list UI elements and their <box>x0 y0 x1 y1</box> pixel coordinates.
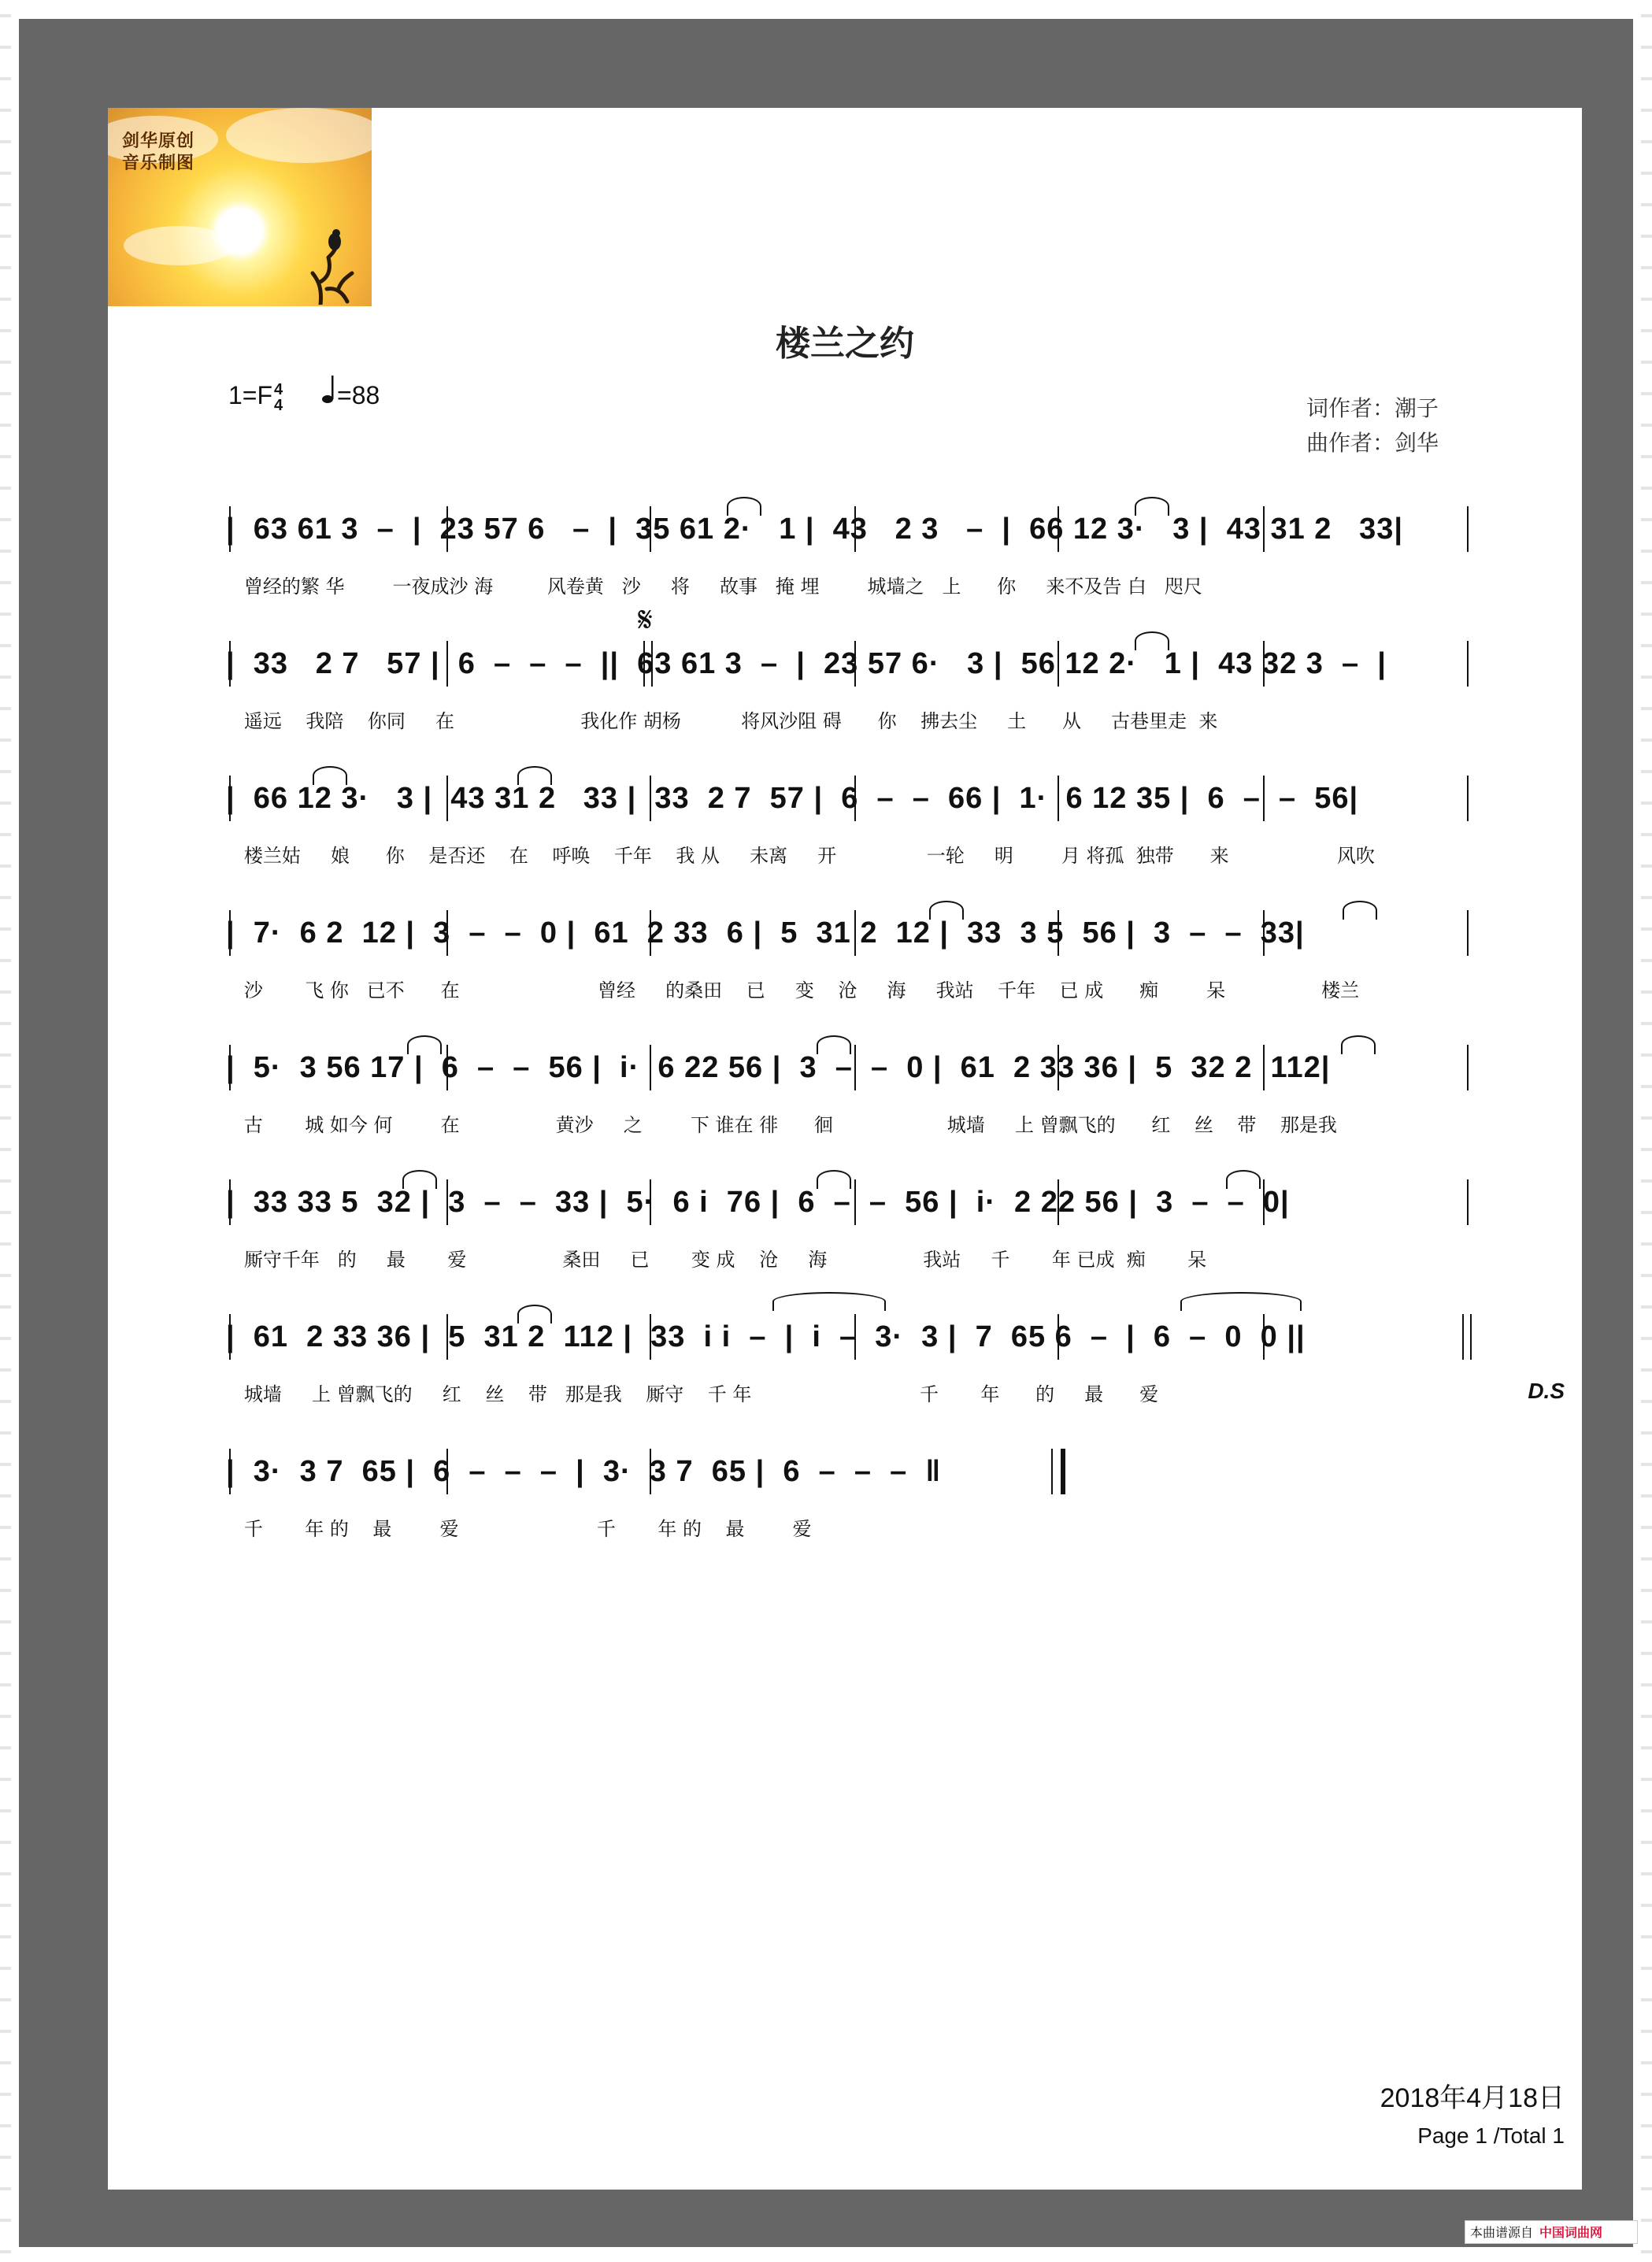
staff-row-6 <box>108 1179 1582 1290</box>
lyrics-line: 城墙 上 曾飘飞的 红 丝 带 那是我 厮守 千 年 千 年 的 最 爱 <box>226 1383 1159 1405</box>
key-signature: 1=F 4 4 =88 <box>228 376 380 413</box>
lyrics-line: 千 年 的 最 爱 千 年 的 最 爱 <box>226 1518 812 1540</box>
staff-row-3 <box>108 776 1582 886</box>
staff-row-2 <box>108 600 1582 751</box>
staff-row-7 <box>108 1314 1582 1424</box>
time-signature: 4 4 <box>274 380 283 414</box>
right-edge-strip <box>1641 0 1652 2262</box>
staff-row-1 <box>108 506 1582 616</box>
lyricist-credit: 词作者：潮子 <box>1306 395 1439 421</box>
notation-line: | 3· 3 7 65 | 6 – – – | 3· 3 7 65 | 6 – – – ‖ <box>226 1455 942 1488</box>
staff-row-8 <box>108 1449 1582 1559</box>
song-title: 楼兰之约 <box>776 324 914 364</box>
notation-line: | 61 2 33 36 | 5 31 2 112 | 33 i i – | i – 3· 3 | 7 65 6 – | 6 – 0 0 || <box>226 1320 1306 1353</box>
lyrics-line: 楼兰姑 娘 你 是否还 在 呼唤 千年 我 从 未离 开 一轮 明 月 将孤 独带 来 风吹 <box>226 845 1375 867</box>
notation-line: | 33 33 5 32 | 3 – – 33 | 5· 6 i 76 | 6 – – 56 | i· 2 22 56 | 3 – – 0| <box>226 1186 1290 1219</box>
score-sheet <box>108 108 1582 2190</box>
composer-credit: 曲作者：剑华 <box>1306 430 1439 456</box>
logo-text: 剑华原创 音乐制图 <box>122 131 195 173</box>
notation-line: | 7· 6 2 12 | 3 – – 0 | 61 2 33 6 | 5 31 2 12 | 33 3 5 56 | 3 – – 33| <box>226 916 1305 950</box>
dal-segno-marking: D.S <box>1528 1379 1565 1403</box>
lyrics-line: 沙 飞 你 已不 在 曾经 的桑田 已 变 沧 海 我站 千年 已 成 痴 呆 楼兰 <box>226 979 1360 1001</box>
notation-line: | 5· 3 56 17 | 6 – – 56 | i· 6 22 56 | 3 – – 0 | 61 2 33 36 | 5 32 2 112| <box>226 1051 1331 1084</box>
notation-line: | 63 61 3 – | 23 57 6 – | 35 61 2· 1 | 43 2 3 – | 66 12 3· 3 | 43 31 2 33| <box>226 513 1403 546</box>
lyrics-line: 厮守千年 的 最 爱 桑田 已 变 成 沧 海 我站 千 年 已成 痴 呆 <box>226 1249 1207 1271</box>
left-edge-strip <box>0 0 11 2262</box>
lyrics-line: 遥远 我陪 你同 在 我化作 胡杨 将风沙阻 碍 你 拂去尘 土 从 古巷里走 来 <box>226 710 1218 732</box>
page-number: Page 1 /Total 1 <box>1417 2123 1565 2148</box>
quarter-note-icon <box>321 376 337 410</box>
date: 2018年4月18日 <box>1380 2083 1565 2113</box>
bird-on-branch-icon <box>297 226 368 305</box>
notation-line: | 33 2 7 57 | 6 – – – || 63 61 3 – | 23 57 6· 3 | 56 12 2· 1 | 43 32 3 – | <box>226 647 1387 680</box>
segno-sign: 𝄋 <box>638 600 653 640</box>
lyrics-line: 古 城 如今 何 在 黄沙 之 下 谁在 徘 徊 城墙 上 曾飘飞的 红 丝 带 那是我 <box>226 1114 1337 1136</box>
lyrics-line: 曾经的繁 华 一夜成沙 海 风卷黄 沙 将 故事 掩 埋 城墙之 上 你 来不及告 白 咫尺 <box>226 576 1202 598</box>
page-frame <box>19 19 1633 2247</box>
staff-row-4 <box>108 910 1582 1020</box>
notation-line: | 66 12 3· 3 | 43 31 2 33 | 33 2 7 57 | 6 – – 66 | 1· 6 12 35 | 6 – – 56| <box>226 782 1359 815</box>
logo-image <box>108 108 372 306</box>
staff-row-5 <box>108 1045 1582 1155</box>
source-watermark: 本曲谱源自 中国词曲网 <box>1465 2220 1638 2244</box>
tempo: =88 <box>337 381 380 409</box>
